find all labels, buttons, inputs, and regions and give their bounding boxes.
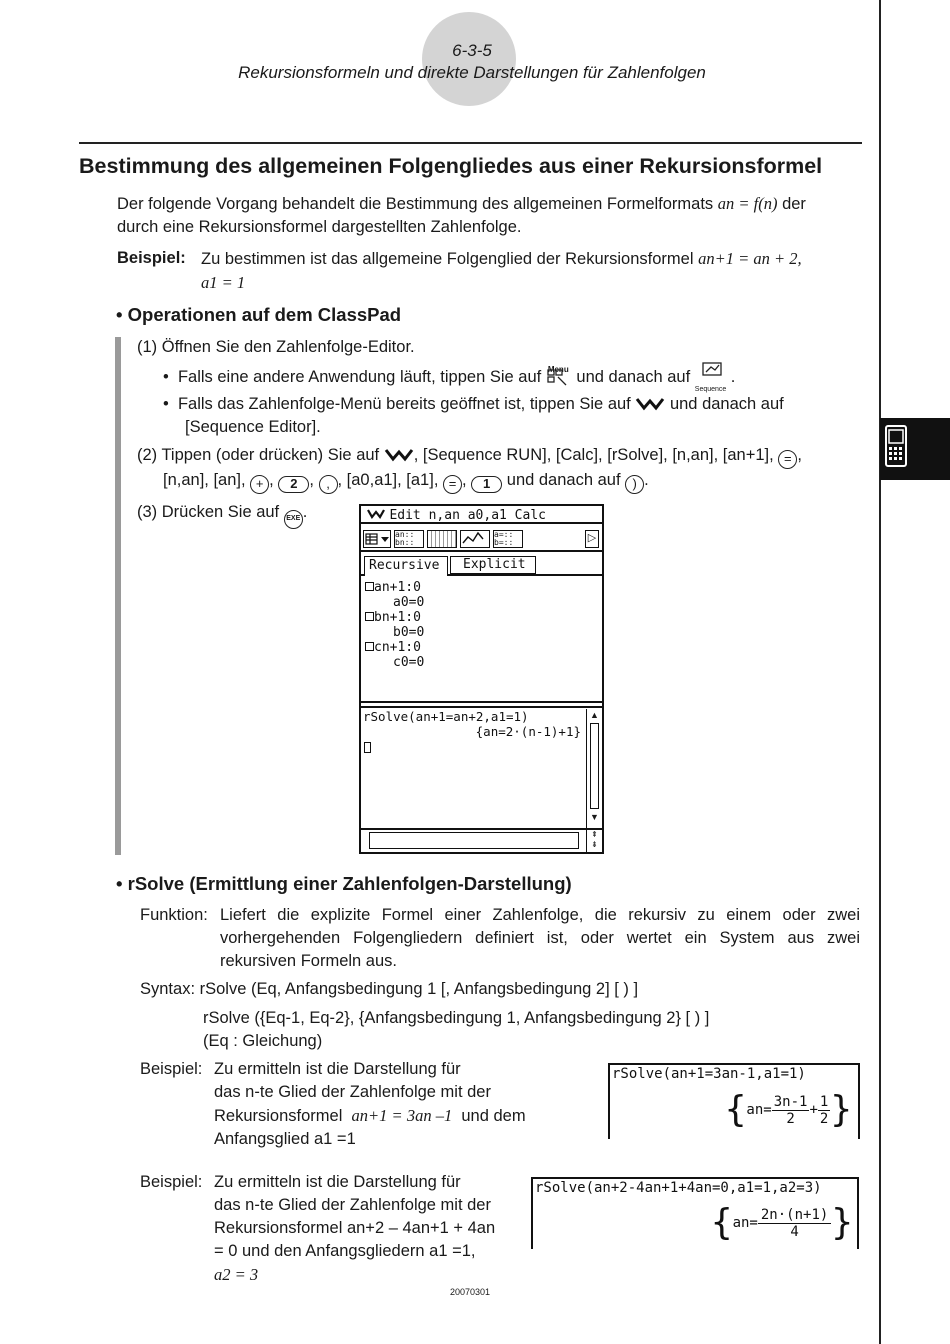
double-chevron-icon[interactable] — [384, 448, 414, 462]
equals-key[interactable]: = — [778, 450, 797, 469]
screen-menubar — [361, 506, 602, 524]
equals-key[interactable]: = — [443, 475, 462, 494]
double-chevron-icon[interactable] — [635, 397, 665, 411]
bullet2: • Falls das Zahlenfolge-Menü bereits geöffnet ist, tippen Sie auf und danach auf [Sequence Editor]. — [163, 395, 784, 436]
exe-key[interactable]: EXE — [284, 510, 303, 529]
bullet1: • Falls eine andere Anwendung läuft, tippen Sie auf Menu und danach auf Sequence . — [163, 365, 736, 393]
run-scrollbar[interactable]: ▲ ▼ — [586, 709, 602, 829]
example1-result: { an= $\frac{3n-1}{2}$ + $\frac{1}{2}$ } — [724, 1089, 852, 1130]
toolbar-graph-button[interactable] — [460, 530, 490, 548]
step2: (2) Tippen (oder drücken) Sie auf , [Sequence RUN], [Calc], [rSolve], [n,an], [an+1], = , [n,an], [an], + , 2 , , , [a0,a1], [a1], = , 1 und danach auf ) . — [137, 444, 867, 494]
intro-paragraph: Der folgende Vorgang behandelt die Bestimmung des allgemeinen Formelformats an = f(n) der durch eine Rekursionsformel dargestellten Zahlenfolge. — [117, 194, 806, 236]
section-title: Bestimmung des allgemeinen Folgengliedes aus einer Rekursionsformel — [79, 154, 823, 178]
classpad-icon — [880, 418, 950, 480]
syntax-line1: Syntax: rSolve (Eq, Anfangsbedingung 1 [, Anfangsbedingung 2] [ ) ] — [140, 980, 639, 998]
example2-input: rSolve(an+2-4an+1+4an=0,a1=1,a2=3) — [535, 1180, 822, 1196]
tab-recursive[interactable]: Recursive — [364, 556, 448, 576]
checkbox[interactable] — [365, 582, 374, 591]
function-label: Funktion: — [140, 906, 208, 924]
checkbox[interactable] — [365, 612, 374, 621]
page-edge-line — [879, 0, 881, 1344]
example1-input: rSolve(an+1=3an-1,a1=1) — [612, 1066, 806, 1082]
toolbar-values-button[interactable]: a=:: b=:: — [493, 530, 523, 548]
row-c0: c0=0 — [393, 655, 425, 670]
footer-code: 20070301 — [449, 1287, 491, 1297]
chapter-tab — [880, 418, 950, 480]
row-cn1[interactable]: cn+1:0 — [365, 640, 601, 655]
entry-field[interactable] — [369, 832, 579, 849]
example1-screen — [608, 1063, 860, 1139]
example2-result: { an= $\frac{2n\cdot(n+1)}{4}$ } — [710, 1202, 853, 1243]
row-b0: b0=0 — [393, 625, 425, 640]
toolbar-table-button[interactable] — [427, 530, 457, 548]
intro-formula: an = f(n) — [717, 194, 778, 213]
rsolve-heading: • rSolve (Ermittlung einer Zahlenfolgen-Darstellung) — [116, 873, 572, 894]
row-a0: a0=0 — [393, 595, 425, 610]
run-area[interactable] — [361, 709, 585, 829]
menubar-text[interactable]: Edit n,an a0,a1 Calc — [389, 508, 546, 523]
example2-text: Zu ermitteln ist die Darstellung für das n-te Glied der Zahlenfolge mit der Rekursionsformel an+2 – 4an+1 + 4an = 0 und den Anfangsgliedern a1 =1, a2 = 3 — [214, 1173, 496, 1284]
plus-key[interactable]: + — [250, 475, 269, 494]
row-an1[interactable]: an+1:0 — [365, 580, 601, 595]
comma-key[interactable]: , — [319, 475, 338, 494]
tab-explicit[interactable]: Explicit — [450, 556, 536, 574]
classpad-screen — [359, 504, 604, 854]
toolbar-sequence-button[interactable]: an:: bn:: — [394, 530, 424, 548]
example-main-text: Zu bestimmen ist das allgemeine Folgenglied der Rekursionsformel an+1 = an + 2, a1 = 1 — [201, 249, 802, 292]
checkbox[interactable] — [365, 642, 374, 651]
example1-text: Zu ermitteln ist die Darstellung für das n-te Glied der Zahlenfolge mit der Rekursionsformel an+1 = 3an –1 und dem Anfangsglied a1 =1 — [214, 1060, 526, 1148]
row-bn1[interactable]: bn+1:0 — [365, 610, 601, 625]
example1-label: Beispiel: — [140, 1060, 203, 1078]
recursive-list — [365, 580, 601, 698]
syntax-line2: rSolve ({Eq-1, Eq-2}, {Anfangsbedingung 1, Anfangsbedingung 2} [ ) ] — [203, 1009, 710, 1027]
double-chevron-icon[interactable] — [367, 509, 385, 519]
one-key[interactable]: 1 — [471, 476, 502, 493]
run-input-line: rSolve(an+1=an+2,a1=1) — [363, 709, 529, 724]
chapter-title: Rekursionsformeln und direkte Darstellungen für Zahlenfolgen — [238, 63, 706, 82]
sequence-icon[interactable]: Sequence — [695, 364, 731, 386]
example2-label: Beispiel: — [140, 1173, 203, 1191]
step3: (3) Drücken Sie auf EXE . — [137, 501, 307, 529]
run-result-line: {an=2·(n-1)+1} — [475, 724, 581, 739]
toolbar-menu-button[interactable] — [363, 530, 391, 548]
tab-strip — [361, 554, 602, 576]
cursor — [364, 742, 371, 753]
menu-icon[interactable]: Menu — [546, 364, 572, 386]
example-main-label: Beispiel: — [117, 249, 186, 267]
function-text: Liefert die explizite Formel einer Zahlenfolge, die rekursiv zu einem oder zwei vorhergehenden Folgengliedern definiert ist, oder wertet ein System aus zwei rekursiven Formeln aus. — [220, 906, 860, 970]
close-paren-key[interactable]: ) — [625, 475, 644, 494]
example2-screen — [531, 1177, 859, 1249]
operations-sidebar — [115, 337, 121, 855]
title-rule — [79, 142, 862, 144]
screen-toolbar — [361, 528, 602, 552]
two-key[interactable]: 2 — [278, 476, 309, 493]
step1: (1) Öffnen Sie den Zahlenfolge-Editor. — [137, 338, 415, 356]
operations-heading: • Operationen auf dem ClassPad — [116, 304, 402, 325]
syntax-line3: (Eq : Gleichung) — [203, 1032, 323, 1050]
history-buttons[interactable]: ⇞ ⇟ — [586, 830, 602, 852]
page-number: 6-3-5 — [452, 41, 492, 60]
toolbar-scroll-right[interactable]: ▷ — [585, 530, 599, 548]
